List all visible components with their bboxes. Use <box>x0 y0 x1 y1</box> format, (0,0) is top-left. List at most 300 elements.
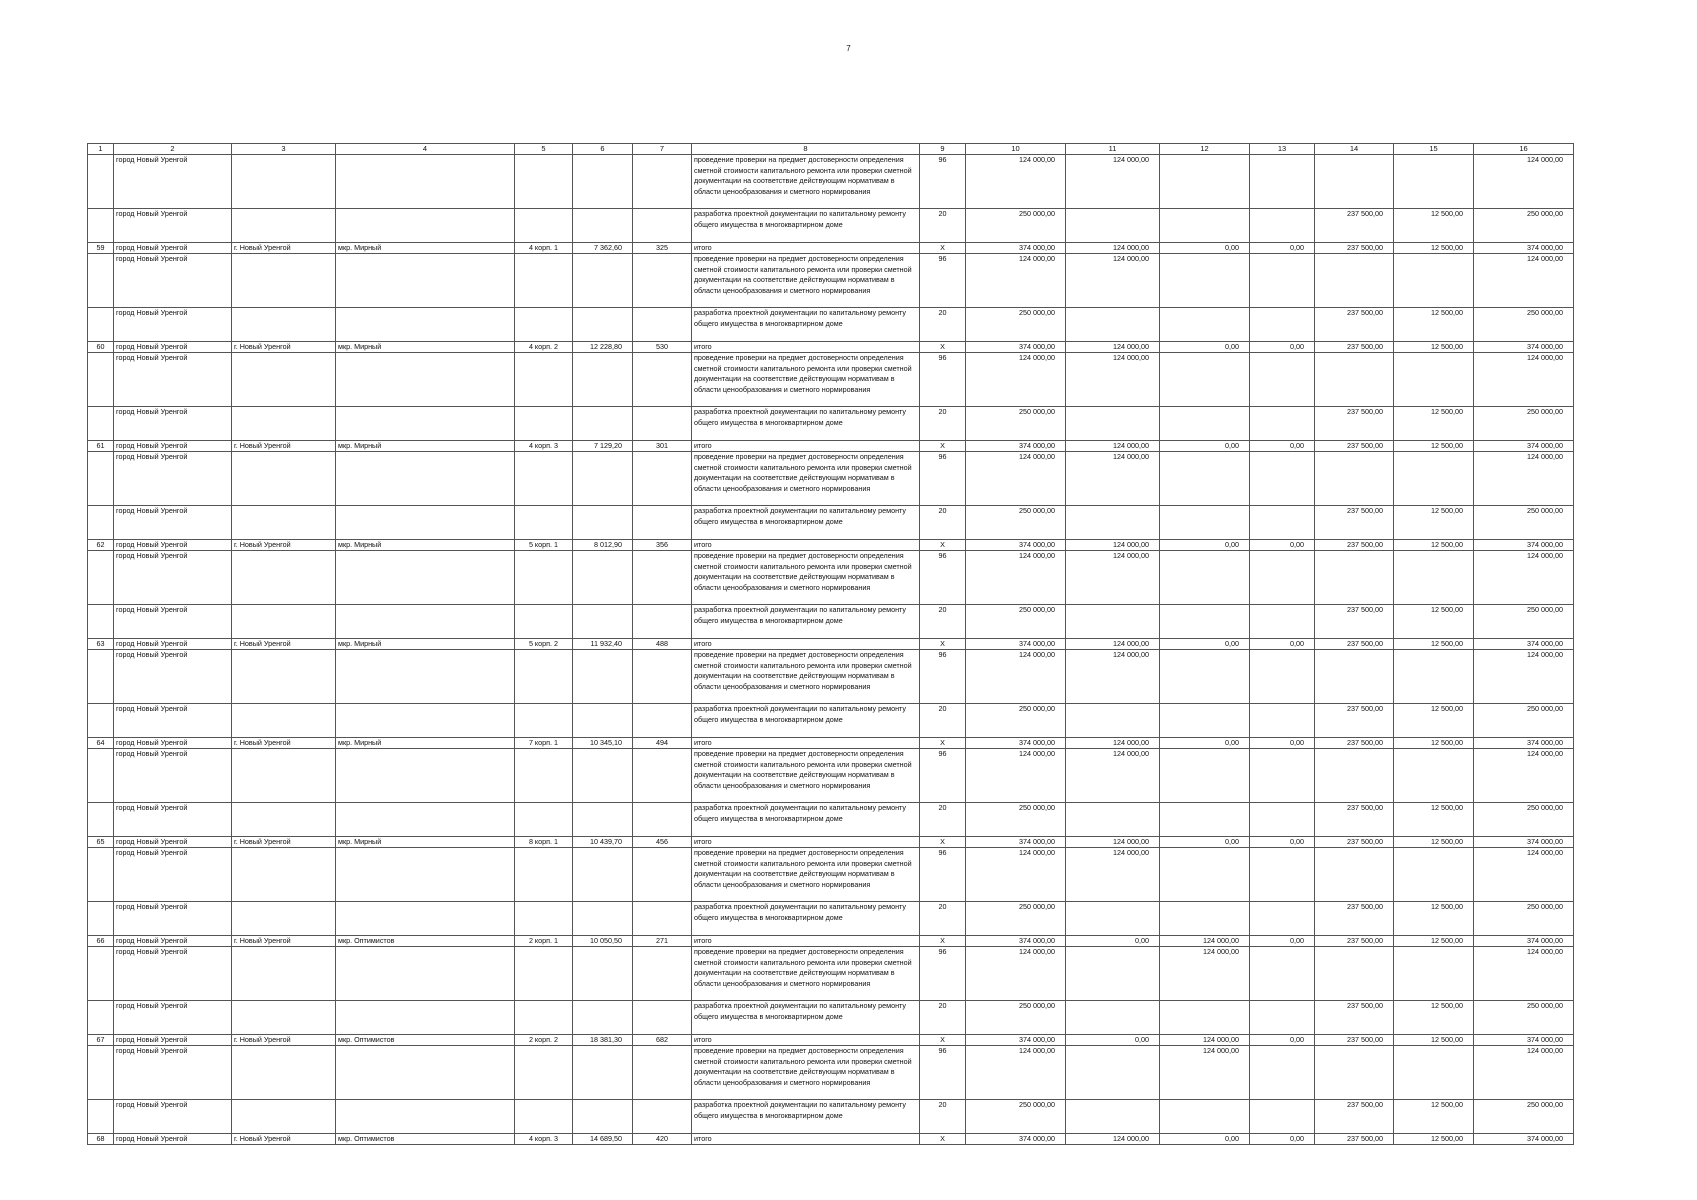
cell-c16: 374 000,00 <box>1474 837 1574 848</box>
cell-c14: 237 500,00 <box>1315 342 1394 353</box>
cell-c12 <box>1160 551 1250 605</box>
work-row-estimate-check <box>88 650 1574 704</box>
cell-c11: 124 000,00 <box>1066 254 1160 308</box>
cell-district <box>336 506 515 540</box>
cell-people: 456 <box>633 837 692 848</box>
cell-c12 <box>1160 650 1250 704</box>
cell-c13 <box>1250 605 1315 639</box>
cell-city <box>232 551 336 605</box>
cell-c11: 124 000,00 <box>1066 650 1160 704</box>
work-type-cell: итого <box>692 936 920 947</box>
cell-c9: 20 <box>920 506 966 540</box>
cell-c11 <box>1066 506 1160 540</box>
cell-district <box>336 848 515 902</box>
cell-area <box>573 209 633 243</box>
cell-c16: 250 000,00 <box>1474 209 1574 243</box>
cell-c11: 124 000,00 <box>1066 749 1160 803</box>
cell-n: 68 <box>88 1134 114 1145</box>
work-row-design-docs <box>88 407 1574 441</box>
cell-people <box>633 209 692 243</box>
cell-district <box>336 803 515 837</box>
cell-city: г. Новый Уренгой <box>232 1035 336 1046</box>
cell-c13 <box>1250 506 1315 540</box>
cell-c13: 0,00 <box>1250 1035 1315 1046</box>
cell-city: г. Новый Уренгой <box>232 936 336 947</box>
work-type-cell: итого <box>692 639 920 650</box>
cell-municipality: город Новый Уренгой <box>114 1100 232 1134</box>
work-row-estimate-check <box>88 848 1574 902</box>
cell-district <box>336 407 515 441</box>
cell-c15: 12 500,00 <box>1394 441 1474 452</box>
cell-municipality: город Новый Уренгой <box>114 308 232 342</box>
cell-c16: 374 000,00 <box>1474 1134 1574 1145</box>
cell-c11: 124 000,00 <box>1066 639 1160 650</box>
cell-house <box>515 353 573 407</box>
cell-area <box>573 551 633 605</box>
cell-c12: 124 000,00 <box>1160 936 1250 947</box>
cell-c14: 237 500,00 <box>1315 1001 1394 1035</box>
cell-c15 <box>1394 650 1474 704</box>
cell-district <box>336 650 515 704</box>
cell-area <box>573 902 633 936</box>
total-row <box>88 540 1574 551</box>
cell-district <box>336 947 515 1001</box>
cell-n: 59 <box>88 243 114 254</box>
cell-c10: 124 000,00 <box>966 749 1066 803</box>
cell-n <box>88 1001 114 1035</box>
cell-c9: X <box>920 1035 966 1046</box>
cell-c16: 374 000,00 <box>1474 441 1574 452</box>
cell-c15: 12 500,00 <box>1394 902 1474 936</box>
cell-area <box>573 848 633 902</box>
cell-c12 <box>1160 254 1250 308</box>
cell-municipality: город Новый Уренгой <box>114 848 232 902</box>
cell-n <box>88 1046 114 1100</box>
cell-municipality: город Новый Уренгой <box>114 353 232 407</box>
cell-people: 682 <box>633 1035 692 1046</box>
cell-c14 <box>1315 155 1394 209</box>
cell-house <box>515 803 573 837</box>
cell-area: 10 439,70 <box>573 837 633 848</box>
cell-c12 <box>1160 452 1250 506</box>
cell-c10: 374 000,00 <box>966 441 1066 452</box>
cell-district: мкр. Мирный <box>336 441 515 452</box>
cell-c14: 237 500,00 <box>1315 1100 1394 1134</box>
cell-municipality: город Новый Уренгой <box>114 947 232 1001</box>
cell-c15 <box>1394 155 1474 209</box>
cell-c12: 124 000,00 <box>1160 1035 1250 1046</box>
work-type-cell: разработка проектной документации по капитальному ремонту общего имущества в многоквартирном доме <box>692 209 920 243</box>
work-type-cell: проведение проверки на предмет достоверности определения сметной стоимости капитального ремонта или проверки сметной документации на соответствие действующим нормативам в области ценообразования и сметного нормирования <box>692 650 920 704</box>
cell-house <box>515 452 573 506</box>
cell-c11: 124 000,00 <box>1066 243 1160 254</box>
cell-n <box>88 506 114 540</box>
cell-c15: 12 500,00 <box>1394 639 1474 650</box>
cell-area <box>573 1100 633 1134</box>
cell-c15 <box>1394 947 1474 1001</box>
cell-c15 <box>1394 452 1474 506</box>
cell-c9: 96 <box>920 947 966 1001</box>
total-row <box>88 1035 1574 1046</box>
cell-c16: 124 000,00 <box>1474 155 1574 209</box>
cell-c12 <box>1160 506 1250 540</box>
cell-c9: X <box>920 738 966 749</box>
cell-city: г. Новый Уренгой <box>232 540 336 551</box>
cell-c10: 124 000,00 <box>966 947 1066 1001</box>
cell-c12 <box>1160 803 1250 837</box>
cell-c9: X <box>920 837 966 848</box>
cell-c9: 20 <box>920 209 966 243</box>
cell-house <box>515 947 573 1001</box>
cell-c16: 250 000,00 <box>1474 407 1574 441</box>
cell-c11 <box>1066 308 1160 342</box>
cell-c9: 96 <box>920 749 966 803</box>
cell-municipality: город Новый Уренгой <box>114 704 232 738</box>
cell-district: мкр. Мирный <box>336 540 515 551</box>
cell-people: 271 <box>633 936 692 947</box>
cell-c10: 374 000,00 <box>966 936 1066 947</box>
cell-people <box>633 947 692 1001</box>
cell-district <box>336 254 515 308</box>
cell-people: 494 <box>633 738 692 749</box>
cell-city: г. Новый Уренгой <box>232 243 336 254</box>
cell-c16: 250 000,00 <box>1474 605 1574 639</box>
cell-area <box>573 452 633 506</box>
work-type-cell: проведение проверки на предмет достоверности определения сметной стоимости капитального ремонта или проверки сметной документации на соответствие действующим нормативам в области ценообразования и сметного нормирования <box>692 155 920 209</box>
work-row-estimate-check <box>88 155 1574 209</box>
cell-n: 64 <box>88 738 114 749</box>
cell-c11: 124 000,00 <box>1066 540 1160 551</box>
column-number-cell: 13 <box>1250 144 1315 155</box>
cell-district <box>336 551 515 605</box>
cell-c16: 374 000,00 <box>1474 639 1574 650</box>
capital-repair-table <box>87 143 1574 1145</box>
cell-c9: X <box>920 441 966 452</box>
cell-district <box>336 704 515 738</box>
cell-c12 <box>1160 1100 1250 1134</box>
cell-municipality: город Новый Уренгой <box>114 540 232 551</box>
cell-c10: 124 000,00 <box>966 353 1066 407</box>
cell-district <box>336 1001 515 1035</box>
cell-n <box>88 209 114 243</box>
cell-c14: 237 500,00 <box>1315 308 1394 342</box>
work-type-cell: проведение проверки на предмет достоверности определения сметной стоимости капитального ремонта или проверки сметной документации на соответствие действующим нормативам в области ценообразования и сметного нормирования <box>692 551 920 605</box>
cell-c13 <box>1250 848 1315 902</box>
cell-c13: 0,00 <box>1250 342 1315 353</box>
work-type-cell: итого <box>692 1134 920 1145</box>
cell-district: мкр. Мирный <box>336 243 515 254</box>
cell-c11: 0,00 <box>1066 936 1160 947</box>
work-type-cell: итого <box>692 243 920 254</box>
cell-people <box>633 704 692 738</box>
column-number-cell: 8 <box>692 144 920 155</box>
cell-city <box>232 407 336 441</box>
cell-c9: 20 <box>920 902 966 936</box>
cell-c16: 374 000,00 <box>1474 540 1574 551</box>
cell-c9: 20 <box>920 1001 966 1035</box>
cell-c11: 124 000,00 <box>1066 738 1160 749</box>
cell-c13: 0,00 <box>1250 639 1315 650</box>
cell-c14: 237 500,00 <box>1315 738 1394 749</box>
work-type-cell: итого <box>692 441 920 452</box>
cell-c16: 374 000,00 <box>1474 738 1574 749</box>
cell-c14: 237 500,00 <box>1315 441 1394 452</box>
cell-c13 <box>1250 551 1315 605</box>
cell-c10: 374 000,00 <box>966 639 1066 650</box>
cell-c13 <box>1250 1001 1315 1035</box>
cell-municipality: город Новый Уренгой <box>114 209 232 243</box>
cell-house: 4 корп. 1 <box>515 243 573 254</box>
cell-area <box>573 803 633 837</box>
cell-c14 <box>1315 551 1394 605</box>
cell-people <box>633 155 692 209</box>
column-number-cell: 15 <box>1394 144 1474 155</box>
cell-c9: 96 <box>920 155 966 209</box>
column-number-cell: 12 <box>1160 144 1250 155</box>
cell-n <box>88 551 114 605</box>
cell-c14: 237 500,00 <box>1315 837 1394 848</box>
cell-c15: 12 500,00 <box>1394 342 1474 353</box>
cell-c16: 124 000,00 <box>1474 749 1574 803</box>
work-type-cell: проведение проверки на предмет достоверности определения сметной стоимости капитального ремонта или проверки сметной документации на соответствие действующим нормативам в области ценообразования и сметного нормирования <box>692 353 920 407</box>
cell-c10: 250 000,00 <box>966 1001 1066 1035</box>
cell-c9: X <box>920 342 966 353</box>
cell-c10: 124 000,00 <box>966 551 1066 605</box>
work-type-cell: разработка проектной документации по капитальному ремонту общего имущества в многоквартирном доме <box>692 902 920 936</box>
cell-house: 4 корп. 3 <box>515 441 573 452</box>
cell-n <box>88 308 114 342</box>
column-number-cell: 2 <box>114 144 232 155</box>
cell-n <box>88 353 114 407</box>
cell-area: 10 050,50 <box>573 936 633 947</box>
cell-c13 <box>1250 902 1315 936</box>
cell-municipality: город Новый Уренгой <box>114 155 232 209</box>
cell-n <box>88 947 114 1001</box>
cell-people <box>633 848 692 902</box>
cell-c14 <box>1315 452 1394 506</box>
cell-n <box>88 452 114 506</box>
work-row-design-docs <box>88 605 1574 639</box>
cell-people: 325 <box>633 243 692 254</box>
cell-c9: 20 <box>920 407 966 441</box>
cell-c10: 250 000,00 <box>966 605 1066 639</box>
work-type-cell: итого <box>692 1035 920 1046</box>
cell-house <box>515 1100 573 1134</box>
cell-house: 2 корп. 1 <box>515 936 573 947</box>
cell-district <box>336 749 515 803</box>
total-row <box>88 1134 1574 1145</box>
work-row-design-docs <box>88 803 1574 837</box>
total-row <box>88 738 1574 749</box>
cell-c11: 0,00 <box>1066 1035 1160 1046</box>
cell-municipality: город Новый Уренгой <box>114 407 232 441</box>
cell-house <box>515 506 573 540</box>
cell-people <box>633 353 692 407</box>
cell-people <box>633 254 692 308</box>
cell-people <box>633 308 692 342</box>
cell-c9: X <box>920 639 966 650</box>
cell-c14 <box>1315 947 1394 1001</box>
cell-c12: 0,00 <box>1160 540 1250 551</box>
cell-n: 62 <box>88 540 114 551</box>
cell-c15: 12 500,00 <box>1394 506 1474 540</box>
cell-c9: X <box>920 1134 966 1145</box>
cell-city <box>232 902 336 936</box>
cell-c15: 12 500,00 <box>1394 407 1474 441</box>
total-row <box>88 243 1574 254</box>
cell-area: 7 362,60 <box>573 243 633 254</box>
cell-municipality: город Новый Уренгой <box>114 551 232 605</box>
cell-c12: 124 000,00 <box>1160 947 1250 1001</box>
cell-municipality: город Новый Уренгой <box>114 639 232 650</box>
cell-district: мкр. Оптимистов <box>336 1035 515 1046</box>
cell-city: г. Новый Уренгой <box>232 738 336 749</box>
cell-people <box>633 1100 692 1134</box>
cell-c15: 12 500,00 <box>1394 605 1474 639</box>
cell-n: 67 <box>88 1035 114 1046</box>
cell-c10: 124 000,00 <box>966 254 1066 308</box>
cell-c15: 12 500,00 <box>1394 1134 1474 1145</box>
cell-c16: 250 000,00 <box>1474 1001 1574 1035</box>
cell-area <box>573 506 633 540</box>
cell-municipality: город Новый Уренгой <box>114 1001 232 1035</box>
cell-c12 <box>1160 407 1250 441</box>
cell-n <box>88 902 114 936</box>
cell-c15: 12 500,00 <box>1394 540 1474 551</box>
cell-c10: 374 000,00 <box>966 342 1066 353</box>
work-row-design-docs <box>88 704 1574 738</box>
work-row-estimate-check <box>88 947 1574 1001</box>
cell-n: 60 <box>88 342 114 353</box>
cell-c10: 374 000,00 <box>966 540 1066 551</box>
work-type-cell: разработка проектной документации по капитальному ремонту общего имущества в многоквартирном доме <box>692 1001 920 1035</box>
cell-city <box>232 209 336 243</box>
cell-c10: 124 000,00 <box>966 848 1066 902</box>
cell-c16: 124 000,00 <box>1474 254 1574 308</box>
cell-c14: 237 500,00 <box>1315 506 1394 540</box>
cell-c16: 124 000,00 <box>1474 848 1574 902</box>
cell-n: 66 <box>88 936 114 947</box>
cell-municipality: город Новый Уренгой <box>114 738 232 749</box>
cell-district <box>336 1100 515 1134</box>
cell-district: мкр. Мирный <box>336 342 515 353</box>
cell-c15 <box>1394 353 1474 407</box>
cell-city <box>232 803 336 837</box>
cell-c9: X <box>920 936 966 947</box>
page-number: 7 <box>846 44 851 53</box>
column-number-row <box>88 144 1574 155</box>
cell-area <box>573 308 633 342</box>
cell-c13 <box>1250 1100 1315 1134</box>
cell-c14: 237 500,00 <box>1315 605 1394 639</box>
cell-c16: 124 000,00 <box>1474 1046 1574 1100</box>
cell-n <box>88 407 114 441</box>
total-row <box>88 936 1574 947</box>
cell-city <box>232 506 336 540</box>
cell-n: 61 <box>88 441 114 452</box>
cell-c10: 250 000,00 <box>966 308 1066 342</box>
cell-c9: 96 <box>920 551 966 605</box>
cell-n <box>88 1100 114 1134</box>
cell-c11 <box>1066 1046 1160 1100</box>
cell-c13 <box>1250 1046 1315 1100</box>
work-row-estimate-check <box>88 1046 1574 1100</box>
cell-c10: 374 000,00 <box>966 1134 1066 1145</box>
cell-house <box>515 551 573 605</box>
cell-c11 <box>1066 209 1160 243</box>
cell-c13: 0,00 <box>1250 936 1315 947</box>
cell-house <box>515 1001 573 1035</box>
cell-c9: 96 <box>920 1046 966 1100</box>
cell-c16: 374 000,00 <box>1474 1035 1574 1046</box>
cell-people <box>633 407 692 441</box>
cell-c15: 12 500,00 <box>1394 243 1474 254</box>
cell-city: г. Новый Уренгой <box>232 639 336 650</box>
cell-n <box>88 848 114 902</box>
cell-city <box>232 749 336 803</box>
cell-c13: 0,00 <box>1250 441 1315 452</box>
cell-house: 4 корп. 2 <box>515 342 573 353</box>
cell-city <box>232 308 336 342</box>
cell-area <box>573 704 633 738</box>
cell-area <box>573 407 633 441</box>
cell-c11: 124 000,00 <box>1066 353 1160 407</box>
cell-c15: 12 500,00 <box>1394 738 1474 749</box>
cell-municipality: город Новый Уренгой <box>114 936 232 947</box>
cell-c13 <box>1250 803 1315 837</box>
cell-c12 <box>1160 902 1250 936</box>
cell-c12: 0,00 <box>1160 837 1250 848</box>
cell-c15: 12 500,00 <box>1394 308 1474 342</box>
cell-city <box>232 947 336 1001</box>
cell-c9: 20 <box>920 803 966 837</box>
cell-c11: 124 000,00 <box>1066 155 1160 209</box>
cell-c13: 0,00 <box>1250 837 1315 848</box>
cell-c10: 250 000,00 <box>966 902 1066 936</box>
cell-c14: 237 500,00 <box>1315 936 1394 947</box>
cell-area <box>573 254 633 308</box>
cell-district <box>336 452 515 506</box>
column-number-cell: 1 <box>88 144 114 155</box>
work-row-estimate-check <box>88 353 1574 407</box>
cell-municipality: город Новый Уренгой <box>114 1134 232 1145</box>
cell-municipality: город Новый Уренгой <box>114 837 232 848</box>
cell-c14: 237 500,00 <box>1315 902 1394 936</box>
cell-c13 <box>1250 353 1315 407</box>
cell-house: 4 корп. 3 <box>515 1134 573 1145</box>
work-row-estimate-check <box>88 551 1574 605</box>
cell-c10: 374 000,00 <box>966 738 1066 749</box>
cell-n <box>88 803 114 837</box>
cell-area: 8 012,90 <box>573 540 633 551</box>
cell-c13 <box>1250 650 1315 704</box>
cell-c12: 124 000,00 <box>1160 1046 1250 1100</box>
cell-house <box>515 254 573 308</box>
cell-c9: 96 <box>920 254 966 308</box>
cell-area: 10 345,10 <box>573 738 633 749</box>
cell-c12: 0,00 <box>1160 639 1250 650</box>
cell-city <box>232 1001 336 1035</box>
cell-c13 <box>1250 209 1315 243</box>
cell-c15 <box>1394 551 1474 605</box>
work-type-cell: итого <box>692 738 920 749</box>
cell-area <box>573 1046 633 1100</box>
cell-people <box>633 1046 692 1100</box>
cell-c9: 96 <box>920 452 966 506</box>
work-type-cell: разработка проектной документации по капитальному ремонту общего имущества в многоквартирном доме <box>692 1100 920 1134</box>
cell-house <box>515 704 573 738</box>
cell-c14 <box>1315 254 1394 308</box>
